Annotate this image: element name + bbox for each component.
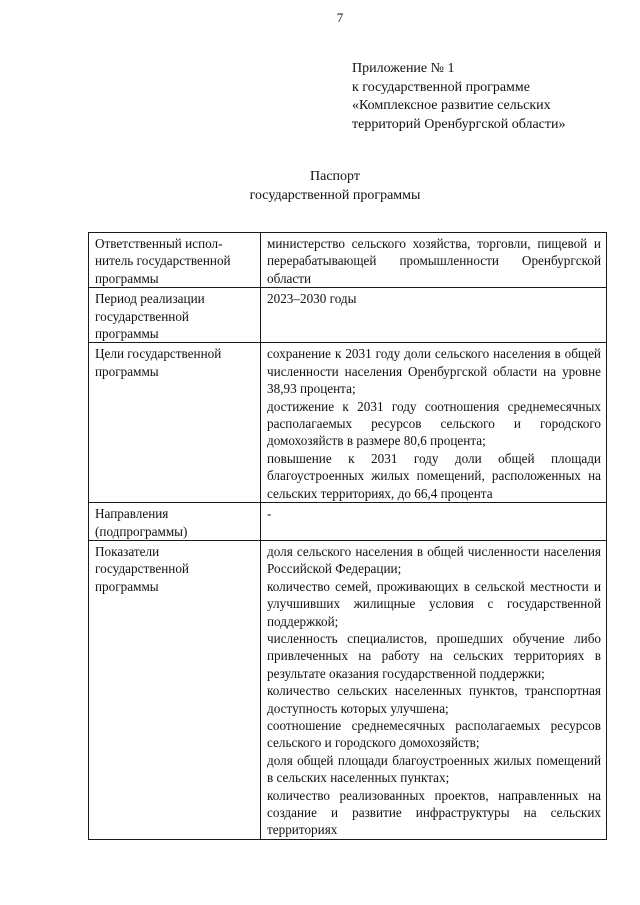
- row-value: [261, 540, 607, 839]
- value-line: численность специалистов, прошедших обучение либо привлеченных на работу на сельских территориях в результате оказания государственной поддержки;: [267, 630, 601, 681]
- value-line: количество семей, проживающих в сельской местности и улучшивших жилищные условия с государственной поддержкой;: [267, 578, 601, 629]
- appendix-line: к государственной программе: [352, 79, 530, 95]
- document-title: [170, 168, 500, 205]
- value-line: министерство сельского хозяйства, торговли, пищевой и перерабатывающей промышленности Оренбургской области: [267, 236, 601, 286]
- row-value: [261, 233, 607, 288]
- value-line: количество реализованных проектов, направленных на создание и развитие инфраструктуры на сельских территориях: [267, 787, 601, 838]
- row-label: Показатели государственной программы: [89, 540, 261, 839]
- row-value: [261, 343, 607, 503]
- value-line: количество сельских населенных пунктов, транспортная доступность которых улучшена;: [267, 683, 601, 716]
- row-label: Цели государственной программы: [89, 343, 261, 503]
- table-row-indicators: [89, 540, 607, 839]
- value-line: доля общей площади благоустроенных жилых помещений в сельских населенных пунктах;: [267, 752, 601, 786]
- value-line: -: [267, 506, 272, 522]
- row-label: Направления (подпрограммы): [89, 503, 261, 541]
- row-label: Период реализации государственной программы: [89, 288, 261, 343]
- title-line: Паспорт: [310, 169, 360, 184]
- table-row-executor: [89, 233, 607, 288]
- value-line: сохранение к 2031 году доли сельского населения в общей численности населения Оренбургской области на уровне 38,93 процента;: [267, 346, 601, 397]
- value-line: соотношение среднемесячных располагаемых ресурсов сельского и городского домохозяйств;: [267, 717, 601, 751]
- appendix-line: Приложение № 1: [352, 61, 455, 76]
- row-label: Ответственный исполнитель государственной программы: [89, 233, 261, 288]
- passport-table: [88, 232, 607, 840]
- appendix-header: [352, 60, 622, 134]
- value-line: повышение к 2031 году доли общей площади благоустроенных жилых помещений, расположенных на сельских территориях, до 66,4 процента: [267, 450, 601, 501]
- row-value: [261, 503, 607, 541]
- table-row-goals: [89, 343, 607, 503]
- table-row-period: [89, 288, 607, 343]
- page-number: 7: [336, 10, 344, 25]
- appendix-line: «Комплексное развитие сельских: [352, 98, 551, 113]
- title-line: государственной программы: [249, 187, 421, 203]
- value-line: достижение к 2031 году соотношения среднемесячных располагаемых ресурсов сельского и городского домохозяйств в размере 80,6 процента;: [267, 398, 601, 449]
- value-line: доля сельского населения в общей численности населения Российской Федерации;: [267, 543, 601, 577]
- appendix-line: территорий Оренбургской области»: [352, 116, 566, 132]
- value-line: 2023–2030 годы: [267, 291, 357, 307]
- table-row-directions: [89, 503, 607, 541]
- row-value: [261, 288, 607, 343]
